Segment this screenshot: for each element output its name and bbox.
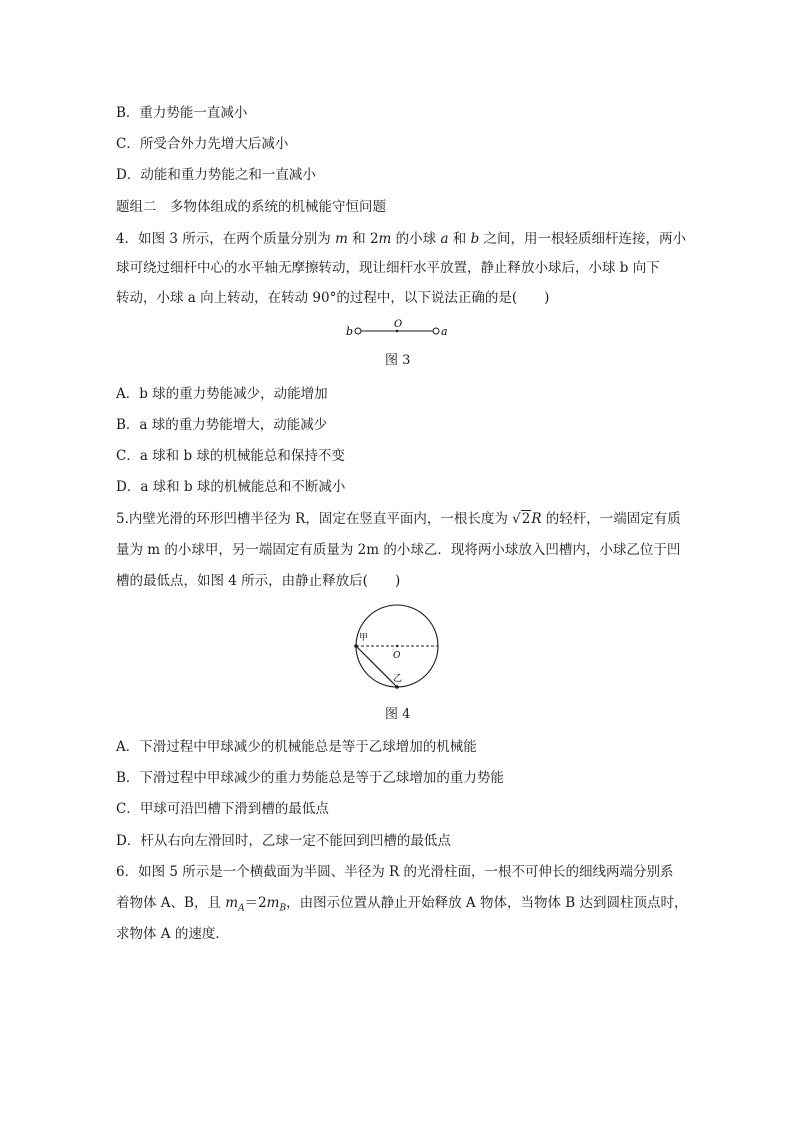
q5-line-1 <box>116 510 681 528</box>
q4-line-2: 球可绕过细杆中心的水平轴无摩擦转动，现让细杆水平放置，静止释放小球后，小球 b 向下 <box>116 260 660 276</box>
q5-text: 5.内壁光滑的环形凹槽半径为 R，固定在竖直平面内，一根长度为 <box>116 511 513 527</box>
q4-option-a: A．b 球的重力势能减少，动能增加 <box>116 386 328 402</box>
q6-line-1: 6．如图 5 所示是一个横截面为半圆、半径为 R 的光滑柱面，一根不可伸长的细线两端分别系 <box>116 864 674 880</box>
q5-option-b: B．下滑过程中甲球减少的重力势能总是等于乙球增加的重力势能 <box>116 770 504 786</box>
fig4-label-jia: 甲 <box>359 633 369 643</box>
q5-option-d: D．杆从右向左滑回时，乙球一定不能回到凹槽的最低点 <box>116 833 451 849</box>
q4-line-1 <box>116 230 686 248</box>
q4-var-m: m <box>335 231 348 247</box>
figure-3-caption: 图 3 <box>385 353 411 368</box>
q4-var-m: m <box>378 231 392 247</box>
q4-text: 的小球 <box>391 231 441 247</box>
fig4-ball-yi <box>395 685 399 689</box>
q5-option-c: C．甲球可沿凹槽下滑到槽的最低点 <box>116 801 329 817</box>
q4-text: 之间，用一根轻质细杆连接，两小 <box>479 231 687 247</box>
q4-text: 和 <box>448 231 471 247</box>
q4-text: 和 2 <box>347 231 379 247</box>
q3-option-b: B．重力势能一直减小 <box>116 105 248 121</box>
q4-option-c: C．a 球和 b 球的机械能总和保持不变 <box>116 448 345 464</box>
figure-3-rod <box>340 318 460 342</box>
q4-var-a: a <box>440 231 449 247</box>
q4-line-3: 转动，小球 a 向上转动，在转动 90°的过程中，以下说法正确的是( ) <box>116 290 550 306</box>
section-title: 题组二 多物体组成的系统的机械能守恒问题 <box>116 199 386 215</box>
sqrt-radicand: 2 <box>521 511 531 527</box>
q5-text: 的轻杆，一端固定有质 <box>541 511 681 527</box>
q5-option-a: A．下滑过程中甲球减少的机械能总是等于乙球增加的机械能 <box>116 739 477 755</box>
fig4-ball-jia <box>354 644 358 648</box>
q6-text: 着物体 A、B，且 <box>116 895 226 911</box>
fig3-axis-o <box>396 330 399 333</box>
q6-sub-b: B <box>279 903 287 914</box>
q4-text: 4．如图 3 所示，在两个质量分别为 <box>116 231 336 247</box>
q3-option-c: C．所受合外力先增大后减小 <box>116 136 289 152</box>
q6-text: ＝2 <box>244 895 267 911</box>
q4-option-b: B．a 球的重力势能增大，动能减少 <box>116 417 328 433</box>
q5-line-3: 槽的最低点，如图 4 所示，由静止释放后( ) <box>116 573 401 589</box>
figure-4-caption: 图 4 <box>385 707 411 722</box>
q6-line-3: 求物体 A 的速度． <box>116 926 229 942</box>
fig4-rod <box>356 646 397 687</box>
fig3-label-a: a <box>441 325 448 338</box>
q5-line-2: 量为 m 的小球甲，另一端固定有质量为 2m 的小球乙．现将两小球放入凹槽内，小球乙位于凹 <box>116 542 681 558</box>
q6-var-m-b: m <box>266 895 280 911</box>
fig3-label-b: b <box>346 325 354 338</box>
fig4-label-yi: 乙 <box>393 674 403 684</box>
q6-var-m-a: m <box>225 895 239 911</box>
fig4-center-o <box>396 645 398 647</box>
q4-option-d: D．a 球和 b 球的机械能总和不断减小 <box>116 479 346 495</box>
fig3-ball-b <box>355 328 361 334</box>
q6-sub-a: A <box>238 903 245 914</box>
q4-var-b: b <box>470 231 480 247</box>
fig4-label-o: O <box>393 651 401 661</box>
figure-4-ring <box>345 600 445 694</box>
sqrt-expression <box>512 510 531 528</box>
q3-option-d: D．动能和重力势能之和一直减小 <box>116 167 316 183</box>
q5-var-r: R <box>531 511 542 527</box>
fig3-label-o: O <box>394 319 403 330</box>
q6-line-2 <box>116 894 687 918</box>
radical-sign-icon: √ <box>512 511 521 527</box>
q6-text: ，由图示位置从静止开始释放 A 物体，当物体 B 达到圆柱顶点时， <box>286 895 688 911</box>
fig3-ball-a <box>433 328 439 334</box>
